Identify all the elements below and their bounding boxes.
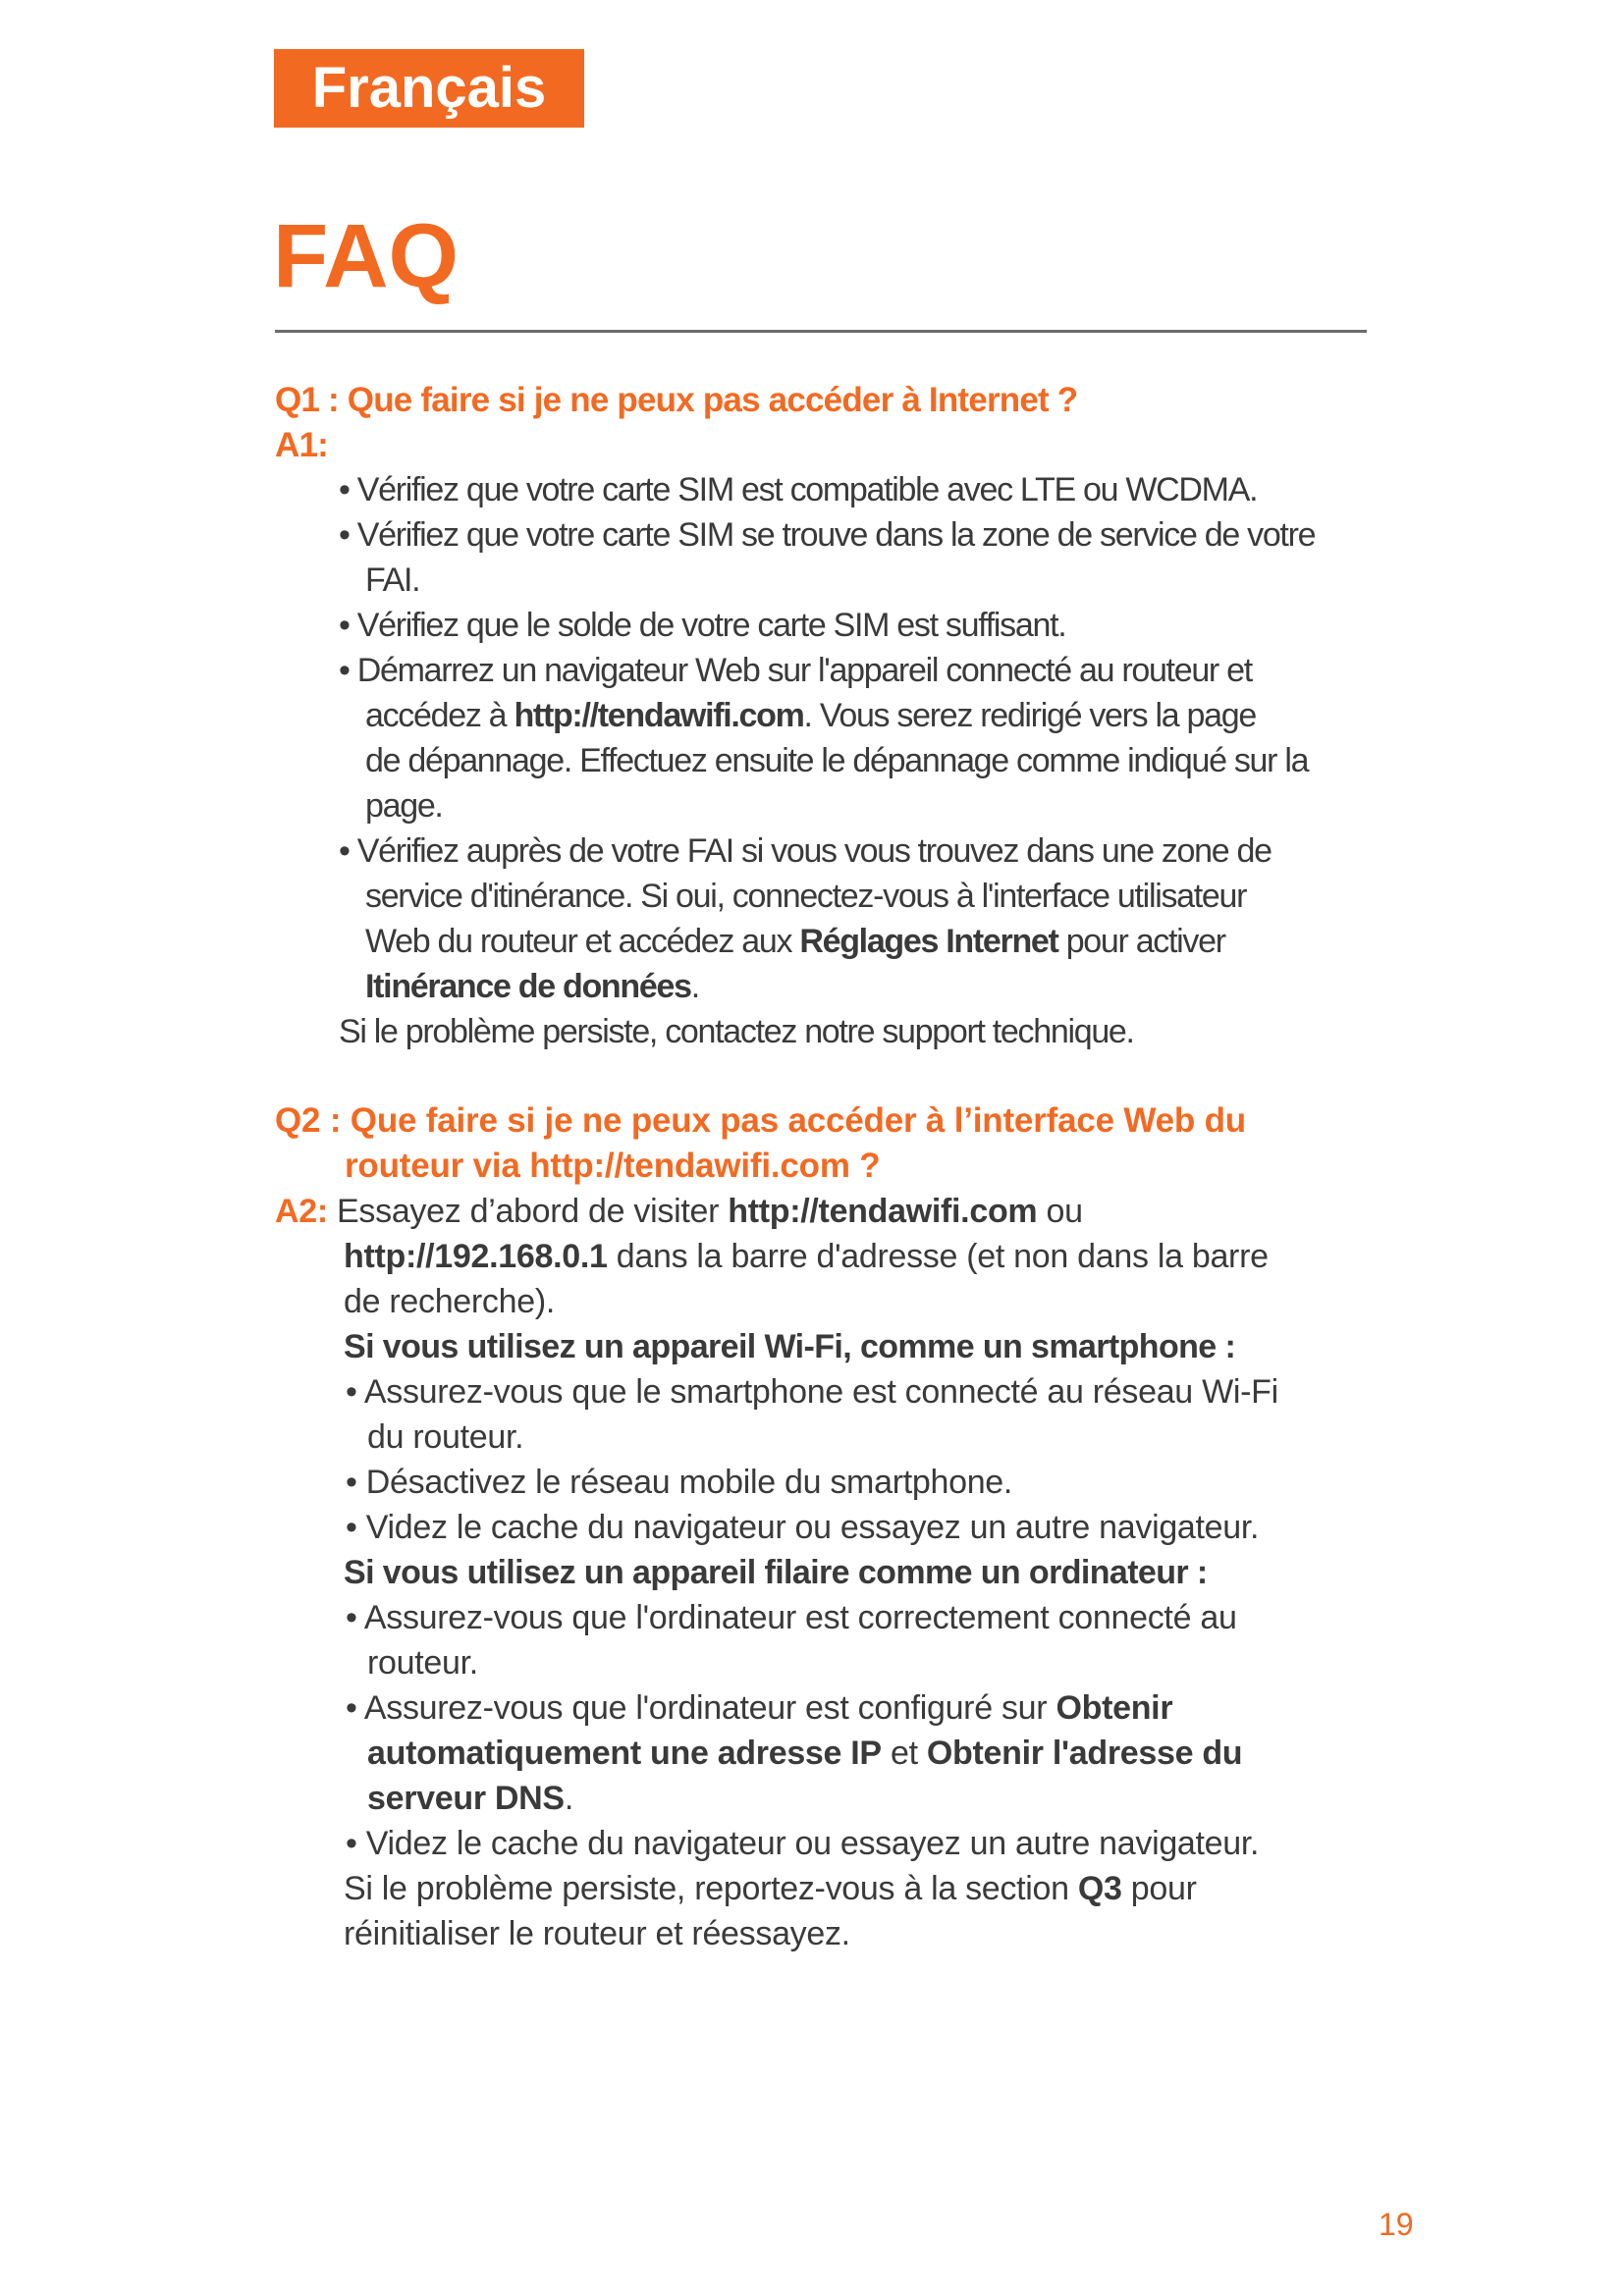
wired-device-heading: Si vous utilisez un appareil filaire comme un ordinateur : <box>344 1554 1208 1591</box>
q1-bullet-browser-cont3: page. <box>365 787 443 825</box>
wired-bullet-connected-cont: routeur. <box>367 1644 478 1682</box>
q2-question: Q2 : Que faire si je ne peux pas accéder à l’interface Web du <box>275 1101 1246 1140</box>
wired-bullet-obtain-ip-cont2: serveur DNS. <box>367 1780 573 1817</box>
q1-bullet-balance: • Vérifiez que le solde de votre carte SIM est suffisant. <box>339 607 1066 644</box>
q2-closing: Si le problème persiste, reportez-vous à la section Q3 pour <box>344 1870 1197 1907</box>
q1-bullet-service-zone: • Vérifiez que votre carte SIM se trouve dans la zone de service de votre <box>339 516 1316 554</box>
q2-question-cont: routeur via http://tendawifi.com ? <box>345 1147 881 1185</box>
page-title: FAQ <box>273 206 460 306</box>
internet-settings-term: Réglages Internet <box>799 923 1058 960</box>
q1-question: Q1 : Que faire si je ne peux pas accéder à Internet ? <box>275 381 1078 419</box>
q3-reference: Q3 <box>1077 1870 1122 1907</box>
q1-bullet-service-zone-cont: FAI. <box>365 561 420 599</box>
q2-answer-label: A2: <box>275 1193 328 1230</box>
q1-bullet-browser-cont2: de dépannage. Effectuez ensuite le dépannage comme indiqué sur la <box>365 742 1309 779</box>
wired-bullet-obtain-ip: • Assurez-vous que l'ordinateur est configuré sur Obtenir <box>346 1689 1173 1727</box>
q1-bullet-browser: • Démarrez un navigateur Web sur l'appareil connecté au routeur et <box>339 652 1252 689</box>
q1-bullet-sim-compat: • Vérifiez que votre carte SIM est compatible avec LTE ou WCDMA. <box>339 471 1258 508</box>
ip-address-link[interactable]: http://192.168.0.1 <box>344 1238 608 1275</box>
q2-answer-line2: http://192.168.0.1 dans la barre d'adresse (et non dans la barre <box>344 1238 1269 1275</box>
wifi-bullet-connected-cont: du routeur. <box>367 1418 524 1456</box>
q1-bullet-roaming-cont2: Web du routeur et accédez aux Réglages Internet pour activer <box>365 923 1225 960</box>
wired-bullet-cache: • Videz le cache du navigateur ou essayez un autre navigateur. <box>346 1825 1260 1862</box>
q1-closing: Si le problème persiste, contactez notre support technique. <box>339 1013 1134 1050</box>
q1-answer-label: A1: <box>275 426 328 464</box>
q1-bullet-roaming: • Vérifiez auprès de votre FAI si vous vous trouvez dans une zone de <box>339 832 1272 870</box>
wired-bullet-connected: • Assurez-vous que l'ordinateur est correctement connecté au <box>346 1599 1237 1636</box>
wired-bullet-obtain-ip-cont: automatiquement une adresse IP et Obtenir l'adresse du <box>367 1735 1243 1772</box>
title-divider <box>275 330 1367 333</box>
q2-answer-line1: A2: Essayez d’abord de visiter http://tendawifi.com ou <box>275 1193 1083 1230</box>
language-badge: Français <box>274 49 584 128</box>
page-number: 19 <box>1379 2207 1414 2242</box>
tendawifi-link-2[interactable]: http://tendawifi.com <box>728 1193 1038 1230</box>
wifi-bullet-mobile-off: • Désactivez le réseau mobile du smartphone. <box>346 1464 1013 1501</box>
q1-bullet-roaming-cont: service d'itinérance. Si oui, connectez-vous à l'interface utilisateur <box>365 878 1247 915</box>
wifi-bullet-cache: • Videz le cache du navigateur ou essayez un autre navigateur. <box>346 1509 1260 1546</box>
q1-bullet-browser-cont: accédez à http://tendawifi.com. Vous serez redirigé vers la page <box>365 697 1256 734</box>
wifi-device-heading: Si vous utilisez un appareil Wi-Fi, comme un smartphone : <box>344 1328 1236 1365</box>
tendawifi-link[interactable]: http://tendawifi.com <box>514 697 804 734</box>
data-roaming-term: Itinérance de données <box>365 968 691 1005</box>
q2-answer-line3: de recherche). <box>344 1283 556 1320</box>
q1-bullet-roaming-cont3: Itinérance de données. <box>365 968 699 1005</box>
wifi-bullet-connected: • Assurez-vous que le smartphone est connecté au réseau Wi-Fi <box>346 1373 1278 1411</box>
q2-closing-cont: réinitialiser le routeur et réessayez. <box>344 1915 850 1952</box>
